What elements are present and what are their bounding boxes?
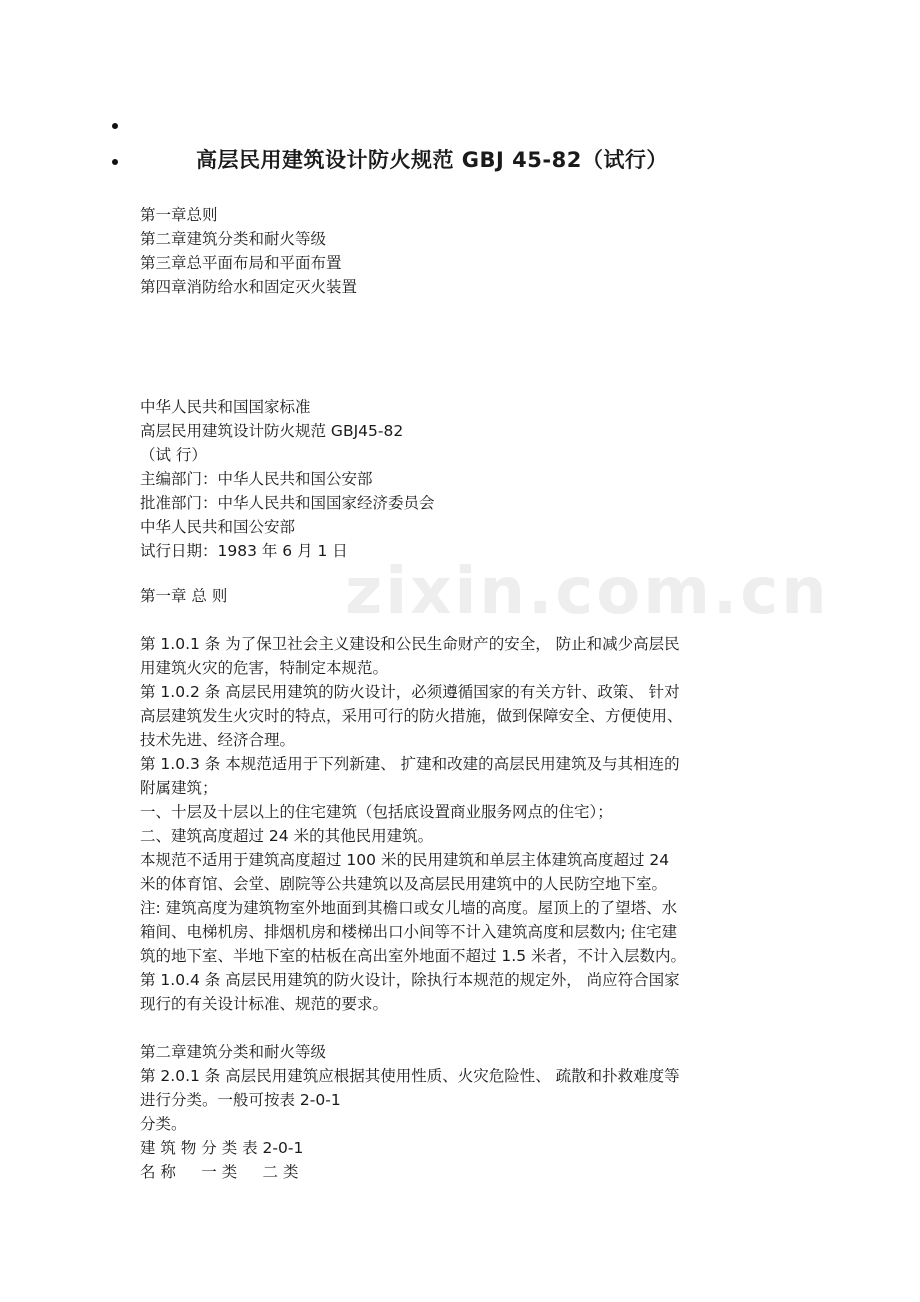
text-line: 米的体育馆、会堂、剧院等公共建筑以及高层民用建筑中的人民防空地下室。: [140, 875, 668, 893]
toc-item[interactable]: 第一章总则: [140, 206, 218, 224]
toc-item[interactable]: 第二章建筑分类和耐火等级: [140, 230, 327, 248]
standard-info: [140, 395, 790, 563]
text-line: 现行的有关设计标准、规范的要求。: [140, 995, 389, 1013]
text-line: 筑的地下室、半地下室的枯板在高出室外地面不超过 1.5 米者，不计入层数内。: [140, 947, 687, 965]
watermark: zixin.com.cn: [345, 555, 830, 629]
chapter1-body: [140, 632, 790, 1016]
chapter-heading: [140, 584, 790, 608]
chapter1-heading: 第一章 总 则: [140, 587, 228, 605]
text-line: 技术先进、经济合理。: [140, 731, 296, 749]
chapter2-heading: 第二章建筑分类和耐火等级: [140, 1043, 327, 1061]
toc-item[interactable]: 第四章消防给水和固定灭火装置: [140, 278, 358, 296]
text-line: 二、建筑高度超过 24 米的其他民用建筑。: [140, 827, 434, 845]
text-line: 第 2.0.1 条 高层民用建筑应根据其使用性质、火灾危险性、 疏散和扑救难度等: [140, 1067, 680, 1085]
text-line: 分类。: [140, 1115, 187, 1133]
table-of-contents: [140, 203, 790, 299]
info-line: 主编部门：中华人民共和国公安部: [140, 470, 373, 488]
text-line: 第 1.0.4 条 高层民用建筑的防火设计，除执行本规范的规定外， 尚应符合国家: [140, 971, 680, 989]
text-line: 附属建筑；: [140, 779, 218, 797]
text-line: 第 1.0.1 条 为了保卫社会主义建设和公民生命财产的安全， 防止和减少高层民: [140, 635, 680, 653]
info-line: 试行日期：1983 年 6 月 1 日: [140, 542, 348, 560]
text-line: 本规范不适用于建筑高度超过 100 米的民用建筑和单层主体建筑高度超过 24: [140, 851, 670, 869]
list-bullet: [112, 159, 118, 165]
info-line: 高层民用建筑设计防火规范 GBJ45-82: [140, 422, 404, 440]
text-line: 高层建筑发生火灾时的特点，采用可行的防火措施，做到保障安全、方便使用、: [140, 707, 683, 725]
info-line: （试 行）: [140, 446, 207, 464]
list-bullet: [112, 123, 118, 129]
info-line: 中华人民共和国国家标准: [140, 398, 311, 416]
table-header-row: 名 称 一 类 二 类: [140, 1163, 299, 1181]
chapter2-body: [140, 1040, 790, 1184]
text-line: 一、十层及十层以上的住宅建筑（包括底设置商业服务网点的住宅）；: [140, 803, 613, 821]
info-line: 中华人民共和国公安部: [140, 518, 296, 536]
toc-item[interactable]: 第三章总平面布局和平面布置: [140, 254, 342, 272]
text-line: 箱间、电梯机房、排烟机房和楼梯出口小间等不计入建筑高度和层数内; 住宅建: [140, 923, 678, 941]
text-line: 第 1.0.3 条 本规范适用于下列新建、 扩建和改建的高层民用建筑及与其相连的: [140, 755, 680, 773]
text-line: 进行分类。一般可按表 2-0-1: [140, 1091, 341, 1109]
info-line: 批准部门：中华人民共和国国家经济委员会: [140, 494, 435, 512]
text-line: 第 1.0.2 条 高层民用建筑的防火设计，必须遵循国家的有关方针、政策、 针对: [140, 683, 680, 701]
document-title: 高层民用建筑设计防火规范 GBJ 45-82（试行）: [196, 148, 668, 172]
text-line: 注: 建筑高度为建筑物室外地面到其檐口或女儿墙的高度。屋顶上的了望塔、水: [140, 899, 678, 917]
table-caption: 建 筑 物 分 类 表 2-0-1: [140, 1139, 304, 1157]
text-line: 用建筑火灾的危害，特制定本规范。: [140, 659, 389, 677]
